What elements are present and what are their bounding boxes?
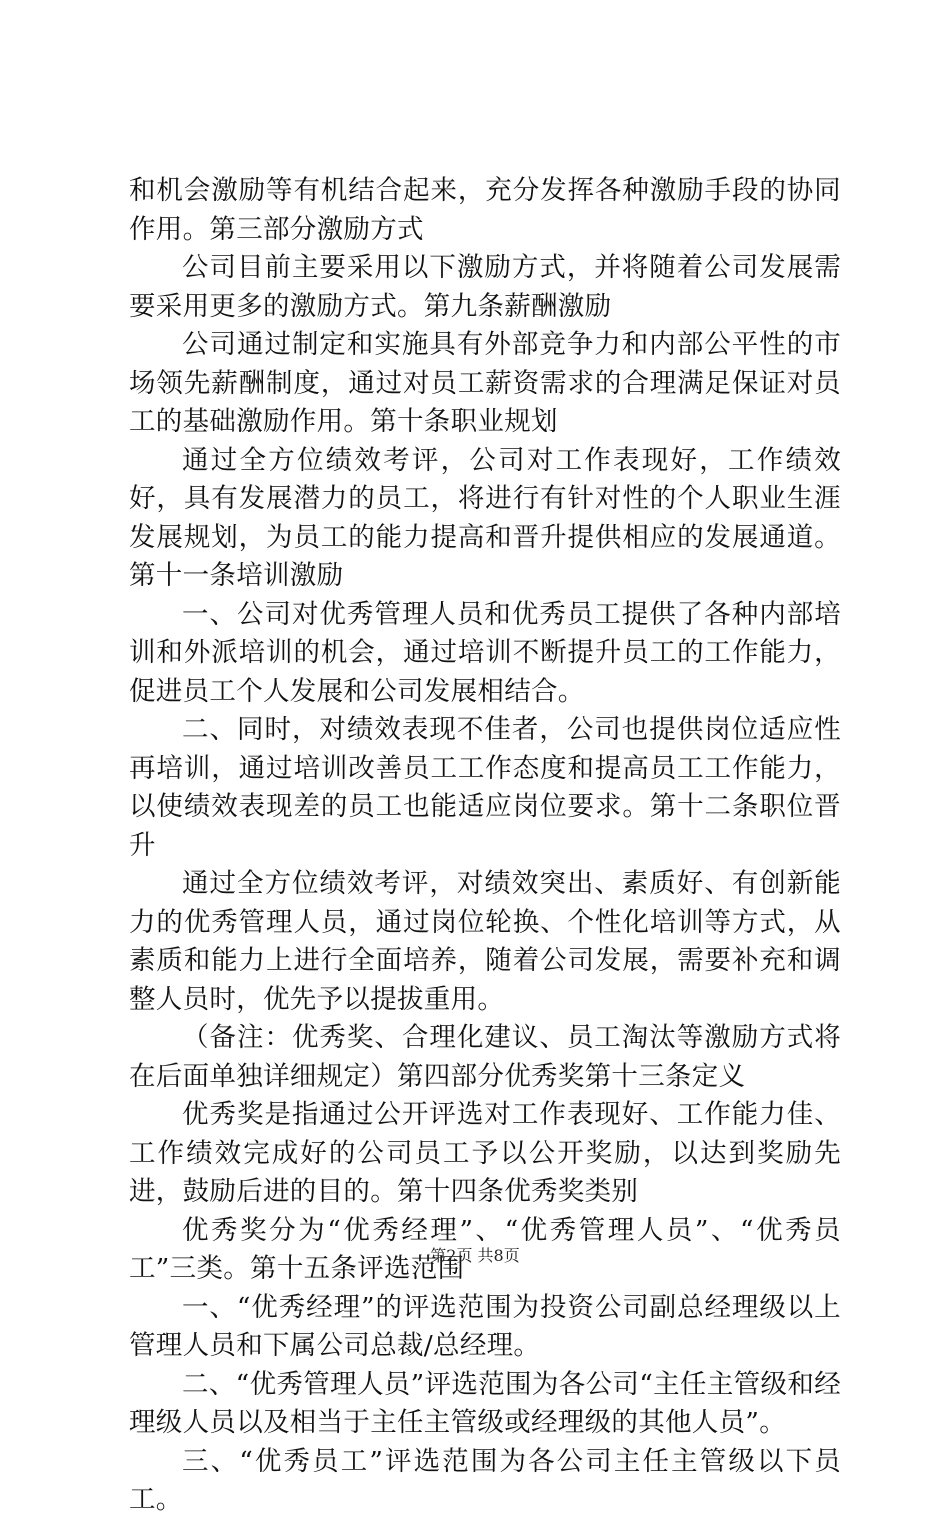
paragraph-11: 一、“优秀经理”的评选范围为投资公司副总经理级以上管理人员和下属公司总裁/总经理。 — [129, 1291, 841, 1361]
document-body — [129, 172, 841, 1520]
paragraph-5: 一、公司对优秀管理人员和优秀员工提供了各种内部培训和外派培训的机会，通过培训不断提升员工的工作能力，促进员工个人发展和公司发展相结合。 — [129, 598, 841, 707]
page-number-footer: 第2页 共8页 — [430, 1246, 520, 1265]
paragraph-10: 优秀奖分为“优秀经理”、“优秀管理人员”、“优秀员工”三类。第十五条评选范围 — [129, 1214, 841, 1284]
paragraph-1: 和机会激励等有机结合起来，充分发挥各种激励手段的协同作用。第三部分激励方式 — [129, 175, 841, 245]
paragraph-9: 优秀奖是指通过公开评选对工作表现好、工作能力佳、工作绩效完成好的公司员工予以公开奖励，以达到奖励先进，鼓励后进的目的。第十四条优秀奖类别 — [129, 1099, 841, 1207]
paragraph-8: （备注：优秀奖、合理化建议、员工淘汰等激励方式将在后面单独详细规定）第四部分优秀奖第十三条定义 — [129, 1022, 841, 1092]
paragraph-7: 通过全方位绩效考评，对绩效突出、素质好、有创新能力的优秀管理人员，通过岗位轮换、个性化培训等方式，从素质和能力上进行全面培养，随着公司发展，需要补充和调整人员时，优先予以提拔重用。 — [129, 868, 841, 1015]
paragraph-3: 公司通过制定和实施具有外部竞争力和内部公平性的市场领先薪酬制度，通过对员工薪资需求的合理满足保证对员工的基础激励作用。第十条职业规划 — [129, 329, 841, 437]
paragraph-6: 二、同时，对绩效表现不佳者，公司也提供岗位适应性再培训，通过培训改善员工工作态度和提高员工工作能力，以使绩效表现差的员工也能适应岗位要求。第十二条职位晋升 — [129, 714, 841, 861]
paragraph-13: 三、“优秀员工”评选范围为各公司主任主管级以下员工。 — [129, 1445, 841, 1515]
paragraph-2: 公司目前主要采用以下激励方式，并将随着公司发展需要采用更多的激励方式。第九条薪酬激励 — [129, 252, 841, 322]
paragraph-12: 二、“优秀管理人员”评选范围为各公司“主任主管级和经理级人员以及相当于主任主管级或经理级的其他人员”。 — [129, 1368, 841, 1438]
paragraph-4: 通过全方位绩效考评，公司对工作表现好，工作绩效好，具有发展潜力的员工，将进行有针对性的个人职业生涯发展规划，为员工的能力提高和晋升提供相应的发展通道。第十一条培训激励 — [129, 444, 841, 591]
